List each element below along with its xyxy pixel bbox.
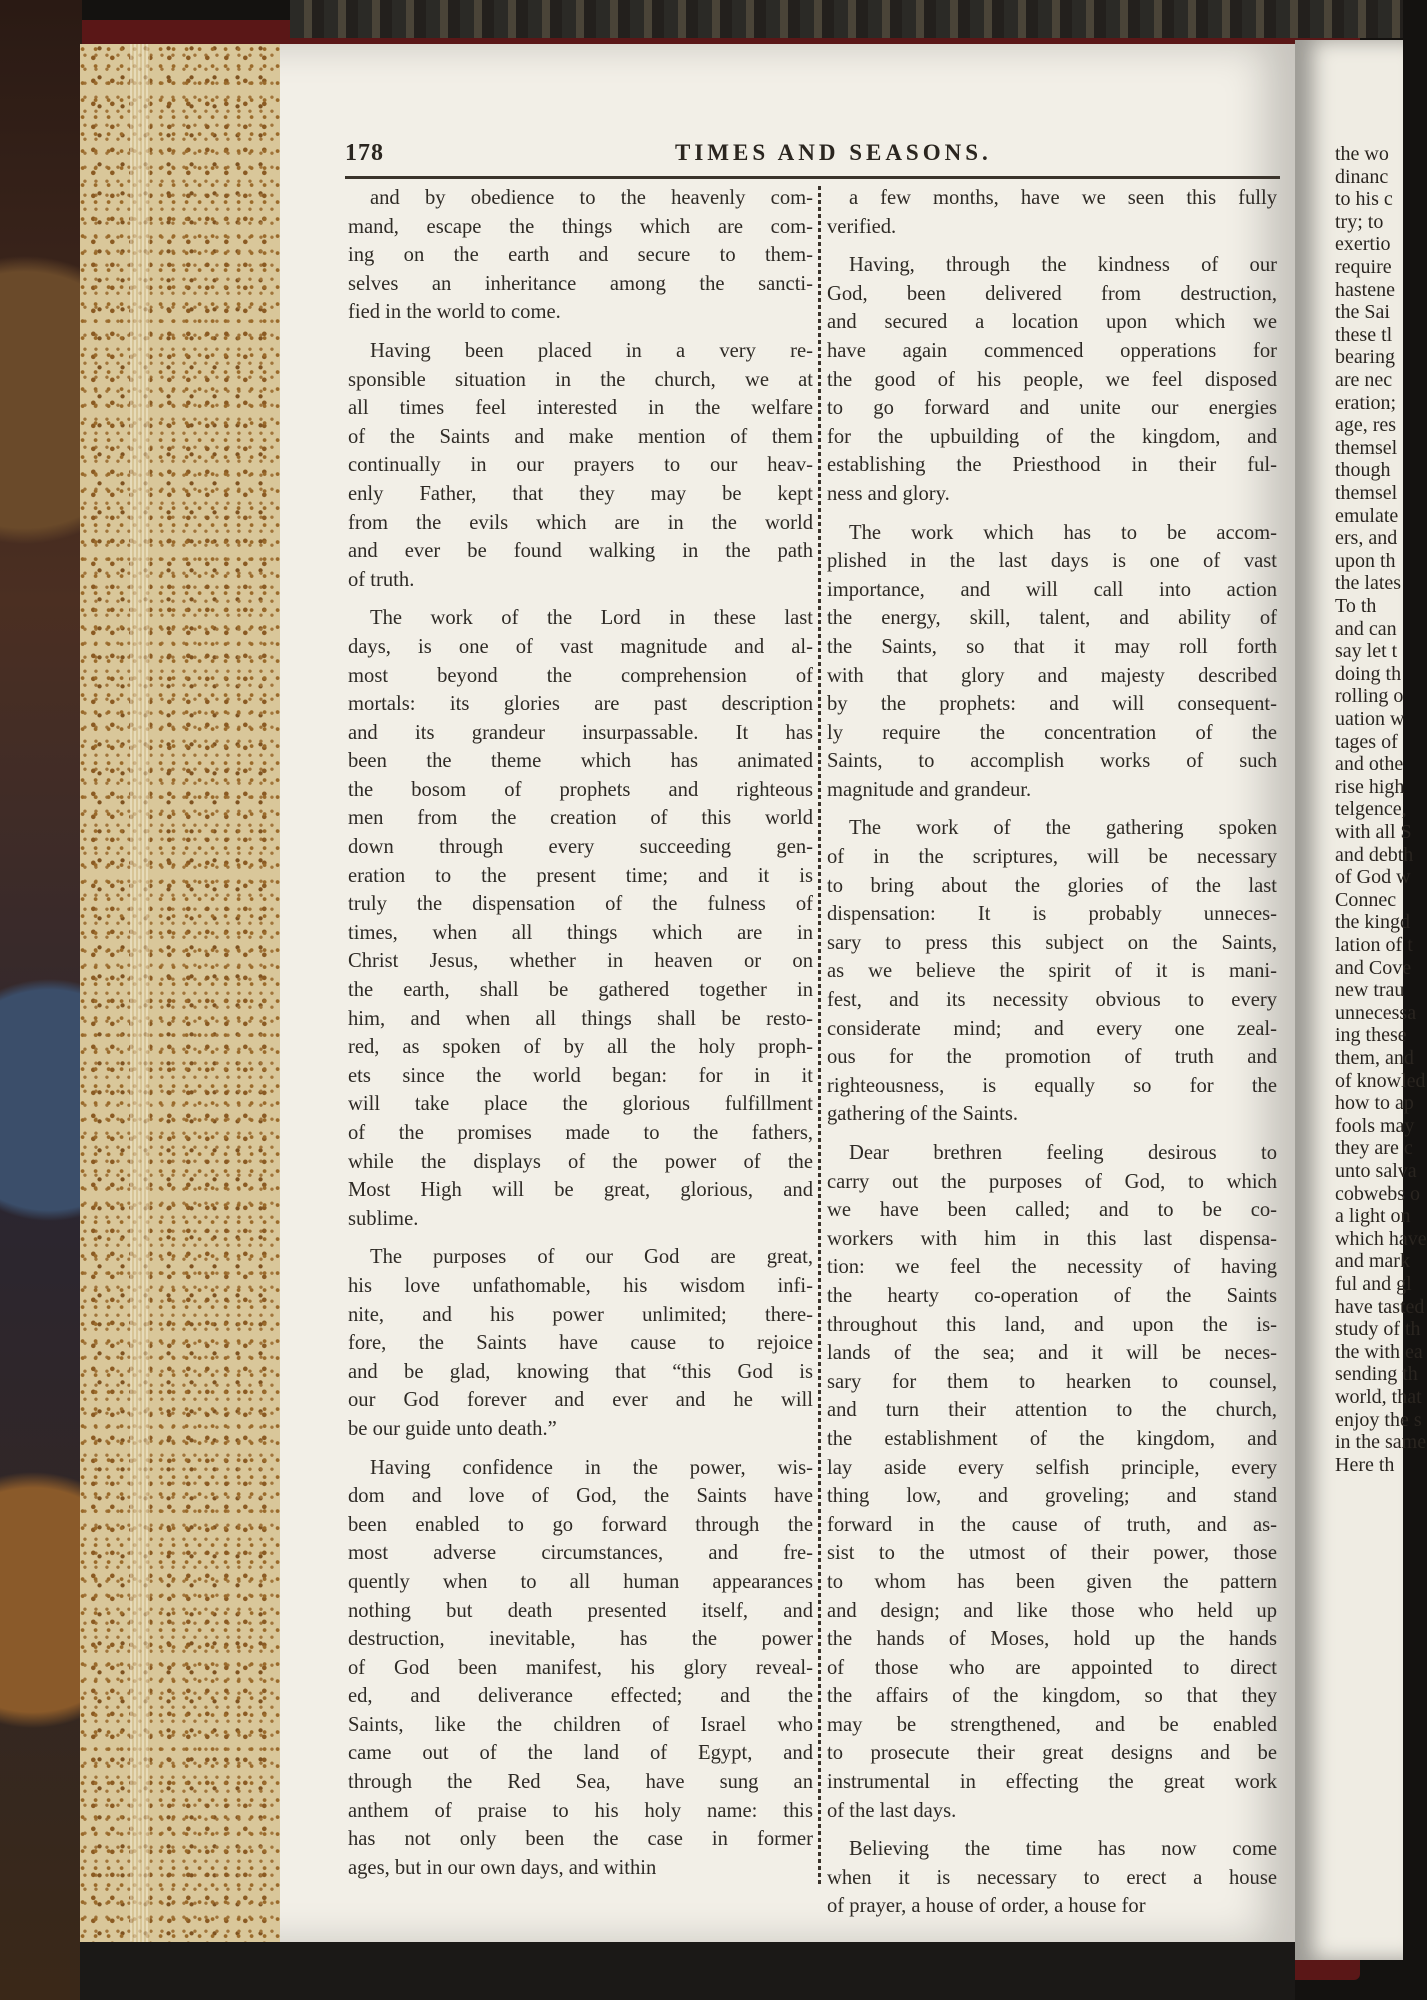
facing-page-line: sending th [1335, 1363, 1418, 1386]
facing-page-line: of God w [1335, 866, 1411, 889]
text-line: Having, through the kindness of our [849, 254, 1277, 277]
text-line: for the upbuilding of the kingdom, and [827, 425, 1277, 448]
text-line: gathering of the Saints. [827, 1103, 1019, 1126]
text-line: most beyond the comprehension of [348, 664, 813, 687]
text-line: days, is one of vast magnitude and al- [348, 635, 813, 658]
text-line: the earth, shall be gathered together in [348, 979, 813, 1002]
text-line: times, when all things which are in [348, 921, 813, 944]
text-line: and turn their attention to the church, [827, 1399, 1277, 1422]
facing-page-line: and mark [1335, 1250, 1410, 1273]
facing-page-line: and can [1335, 617, 1397, 640]
text-line: the bosom of prophets and righteous [348, 778, 813, 801]
facing-page-line: lation of t [1335, 934, 1413, 956]
text-line: mand, escape the things which are com- [348, 215, 813, 238]
text-line: nothing but death presented itself, and [348, 1599, 813, 1622]
text-line: Saints, to accomplish works of such [827, 750, 1277, 773]
text-line: ous for the promotion of truth and [827, 1046, 1277, 1069]
facing-page-line: bearing [1335, 346, 1395, 369]
text-column-left [348, 184, 813, 1882]
facing-page-line: to his c [1335, 188, 1393, 211]
text-line: when it is necessary to erect a house [827, 1866, 1277, 1889]
facing-page-line: of knowled [1335, 1069, 1426, 1092]
text-line: sary to press this subject on the Saints, [827, 931, 1277, 954]
facing-page-line: try; to [1335, 210, 1384, 233]
foxed-page-margin [80, 44, 280, 1942]
text-line: tion: we feel the necessity of having [827, 1256, 1277, 1279]
marbled-top-edge [290, 0, 1403, 38]
text-line: continually in our prayers to our heav- [348, 454, 813, 477]
text-line: been the theme which has animated [348, 750, 813, 773]
text-line: of the promises made to the fathers, [348, 1122, 813, 1144]
facing-page-line: and othe [1335, 753, 1404, 776]
column-divider [818, 186, 821, 1886]
facing-page-line: world, that [1335, 1386, 1422, 1408]
text-line: has not only been the case in former [348, 1828, 813, 1851]
text-line: fore, the Saints have cause to rejoice [348, 1332, 813, 1355]
facing-page-line: cobwebs o [1335, 1182, 1420, 1205]
text-line: Most High will be great, glorious, and [348, 1179, 813, 1202]
facing-page-line: enjoy the s [1335, 1408, 1422, 1431]
text-line: be our guide unto death.” [348, 1417, 557, 1440]
facing-page-line: though [1335, 459, 1391, 482]
text-line: of the Saints and make mention of them [348, 425, 813, 448]
facing-page-line: they are c [1335, 1137, 1413, 1160]
text-line: mortals: its glories are past description [348, 693, 813, 716]
text-line: forward in the cause of truth, and as- [827, 1513, 1277, 1536]
facing-page-line: ful and gl [1335, 1273, 1412, 1295]
text-line: nite, and his power unlimited; there- [348, 1303, 813, 1326]
facing-page-line: new trau [1335, 979, 1405, 1002]
text-line: and by obedience to the heavenly com- [370, 187, 813, 209]
facing-page-line: uation w [1335, 708, 1405, 730]
facing-page-line: the lates [1335, 572, 1402, 595]
facing-page-line: age, res [1335, 414, 1397, 437]
text-line: The work of the Lord in these last [370, 607, 813, 630]
facing-page-line: these tl [1335, 323, 1393, 346]
text-line: workers with him in this last dispensa- [827, 1227, 1277, 1250]
facing-page-line: To th [1335, 595, 1377, 617]
text-line: Having been placed in a very re- [370, 339, 813, 362]
facing-page-line: unto salva [1335, 1160, 1417, 1182]
header-rule [345, 176, 1280, 179]
text-line: the hands of Moses, hold up the hands [827, 1628, 1277, 1651]
facing-page-line: are nec [1335, 369, 1393, 391]
text-line: and be glad, knowing that “this God is [348, 1360, 813, 1383]
facing-page-line: themsel [1335, 482, 1398, 504]
bottom-shadow [80, 1942, 1295, 2000]
text-line: Believing the time has now come [849, 1838, 1277, 1861]
text-line: Saints, like the children of Israel who [348, 1713, 813, 1736]
text-line: plished in the last days is one of vast [827, 550, 1277, 573]
text-line: and its grandeur insurpassable. It has [348, 721, 813, 744]
text-line: men from the creation of this world [348, 807, 813, 830]
text-line: may be strengthened, and be enabled [827, 1713, 1277, 1736]
facing-page-line: fools may [1335, 1114, 1415, 1137]
text-line: fied in the world to come. [348, 301, 561, 324]
text-line: selves an inheritance among the sancti- [348, 272, 813, 295]
text-line: Christ Jesus, whether in heaven or on [348, 950, 813, 973]
page-edge-strips [130, 44, 150, 1942]
text-line: ness and glory. [827, 482, 950, 505]
facing-page-line: study of th [1335, 1318, 1421, 1341]
text-line: the energy, skill, talent, and ability of [827, 607, 1277, 630]
text-line: have again commenced opperations for [827, 339, 1277, 362]
text-line: most adverse circumstances, and fre- [348, 1542, 813, 1565]
text-line: The work of the gathering spoken [849, 817, 1277, 840]
text-line: the hearty co-operation of the Saints [827, 1284, 1277, 1307]
text-line: the good of his people, we feel disposed [827, 368, 1277, 391]
text-line: ing on the earth and secure to them- [348, 244, 813, 267]
text-line: of in the scriptures, will be necessary [827, 846, 1277, 869]
text-line: ets since the world began: for in it [348, 1064, 813, 1087]
facing-page-line: rise high [1335, 775, 1405, 798]
text-line: The work which has to be accom- [849, 521, 1277, 544]
text-line: sist to the utmost of their power, those [827, 1542, 1277, 1565]
text-line: we have been called; and to be co- [827, 1199, 1277, 1222]
facing-page-line: the wo [1335, 143, 1389, 165]
text-line: importance, and will call into action [827, 578, 1277, 601]
text-line: ages, but in our own days, and within [348, 1856, 657, 1879]
facing-page-line: Connec [1335, 888, 1397, 911]
text-line: truly the dispensation of the fulness of [348, 893, 813, 916]
text-line: Having confidence in the power, wis- [370, 1456, 813, 1479]
text-line: our God forever and ever and he will [348, 1389, 813, 1412]
paragraph-gap [348, 327, 813, 337]
facing-page-line: with all S [1335, 821, 1412, 843]
facing-page-line: tages of [1335, 730, 1398, 753]
text-line: enly Father, that they may be kept [348, 482, 813, 505]
facing-page-line: and Cove [1335, 956, 1412, 979]
text-line: with that glory and majesty described [827, 664, 1277, 687]
text-line: ly require the concentration of the [827, 721, 1277, 744]
text-line: the establishment of the kingdom, and [827, 1427, 1277, 1450]
paragraph-gap [348, 1233, 813, 1243]
facing-page-line: Here th [1335, 1453, 1395, 1476]
text-line: of the last days. [827, 1799, 957, 1822]
text-line: lay aside every selfish principle, every [827, 1456, 1277, 1479]
facing-page-line: telgence, [1335, 798, 1407, 821]
paragraph-gap [348, 1444, 813, 1454]
paragraph-gap [827, 241, 1277, 251]
text-line: sary for them to hearken to counsel, [827, 1370, 1277, 1393]
text-line: the Saints, so that it may roll forth [827, 635, 1277, 658]
text-line: and secured a location upon which we [827, 311, 1277, 334]
text-line: of truth. [348, 568, 415, 591]
facing-page-line: which have [1335, 1227, 1427, 1250]
paragraph-gap [827, 1825, 1277, 1835]
text-line: of those who are appointed to direct [827, 1656, 1277, 1679]
text-line: dom and love of God, the Saints have [348, 1485, 813, 1508]
facing-page-line: ers, and [1335, 527, 1398, 550]
text-column-right [827, 184, 1277, 1921]
text-line: to go forward and unite our energies [827, 397, 1277, 420]
text-line: destruction, inevitable, has the power [348, 1628, 813, 1651]
text-line: to prosecute their great designs and be [827, 1742, 1277, 1765]
facing-page-line: say let t [1335, 640, 1398, 663]
text-line: red, as spoken of by all the holy proph- [348, 1036, 813, 1059]
text-line: by the prophets: and will consequent- [827, 693, 1277, 716]
text-line: to bring about the glories of the last [827, 874, 1277, 897]
text-line: verified. [827, 215, 897, 238]
text-line: magnitude and grandeur. [827, 778, 1032, 801]
text-line: his love unfathomable, his wisdom infi- [348, 1274, 813, 1297]
text-line: Dear brethren feeling desirous to [849, 1142, 1277, 1164]
running-head: TIMES AND SEASONS. [675, 140, 992, 165]
text-line: sponsible situation in the church, we at [348, 368, 813, 391]
facing-page-line: doing th [1335, 662, 1402, 685]
marbled-endpaper [0, 0, 82, 2000]
facing-page-line: eration; [1335, 391, 1397, 414]
facing-page-line: themsel [1335, 436, 1398, 459]
text-line: ed, and deliverance effected; and the [348, 1685, 813, 1708]
facing-page-line: hastene [1335, 278, 1395, 301]
facing-page-line: how to ap [1335, 1092, 1414, 1115]
facing-page-line: and debth [1335, 843, 1414, 866]
text-line: of God been manifest, his glory reveal- [348, 1656, 813, 1679]
text-line: a few months, have we seen this fully [849, 187, 1277, 209]
facing-page-line: ing these [1335, 1024, 1407, 1047]
text-line: down through every succeeding gen- [348, 836, 813, 859]
facing-page-line: exertio [1335, 233, 1391, 256]
paragraph-gap [827, 1129, 1277, 1139]
facing-page-line: them, and [1335, 1047, 1414, 1069]
paragraph-gap [348, 594, 813, 604]
page-number: 178 [345, 140, 384, 166]
text-line: came out of the land of Egypt, and [348, 1742, 813, 1765]
facing-page-line: in the same [1335, 1431, 1427, 1454]
text-line: as we believe the spirit of it is mani- [827, 960, 1277, 983]
text-line: quently when to all human appearances [348, 1570, 813, 1593]
facing-page-line: emulate [1335, 504, 1399, 527]
text-line: and ever be found walking in the path [348, 540, 813, 563]
text-line: eration to the present time; and it is [348, 864, 813, 887]
text-line: fest, and its necessity obvious to every [827, 989, 1277, 1012]
paragraph-gap [827, 804, 1277, 814]
text-line: him, and when all things shall be resto- [348, 1007, 813, 1030]
text-line: righteousness, is equally so for the [827, 1074, 1277, 1097]
text-line: establishing the Priesthood in their ful- [827, 454, 1277, 477]
text-line: God, been delivered from destruction, [827, 282, 1277, 305]
facing-page-line: require [1335, 256, 1392, 278]
text-line: will take place the glorious fulfillment [348, 1093, 813, 1116]
text-line: The purposes of our God are great, [370, 1246, 813, 1269]
facing-page-line: upon th [1335, 549, 1396, 572]
text-line: from the evils which are in the world [348, 511, 813, 534]
text-line: all times feel interested in the welfare [348, 397, 813, 420]
text-line: and design; and like those who held up [827, 1599, 1277, 1622]
text-line: to whom has been given the pattern [827, 1570, 1277, 1593]
text-line: while the displays of the power of the [348, 1150, 813, 1173]
facing-page-fragment [1295, 40, 1427, 1960]
facing-page-line: have tasted [1335, 1295, 1425, 1318]
text-line: lands of the sea; and it will be neces- [827, 1342, 1277, 1365]
text-line: through the Red Sea, have sung an [348, 1771, 813, 1794]
facing-page-line: the Sai [1335, 301, 1390, 324]
facing-page-line: rolling o [1335, 685, 1404, 708]
text-line: carry out the purposes of God, to which [827, 1170, 1277, 1193]
text-line: the affairs of the kingdom, so that they [827, 1685, 1277, 1708]
page-header [345, 140, 1280, 176]
text-line: throughout this land, and upon the is- [827, 1313, 1277, 1336]
text-line: been enabled to go forward through the [348, 1513, 813, 1536]
text-line: thing low, and groveling; and stand [827, 1485, 1277, 1508]
text-line: instrumental in effecting the great work [827, 1771, 1277, 1794]
text-line: considerate mind; and every one zeal- [827, 1017, 1277, 1040]
paragraph-gap [827, 509, 1277, 519]
text-line: of prayer, a house of order, a house for [827, 1895, 1146, 1918]
facing-page-line: the kingd [1335, 911, 1410, 934]
facing-page-line: unnecessa [1335, 1001, 1417, 1024]
text-line: sublime. [348, 1207, 419, 1230]
facing-page-line: a light on [1335, 1205, 1411, 1228]
text-line: anthem of praise to his holy name: this [348, 1799, 813, 1822]
facing-page-line: the with ea [1335, 1340, 1423, 1363]
text-line: dispensation: It is probably unneces- [827, 903, 1277, 926]
facing-page-line: dinanc [1335, 165, 1389, 188]
